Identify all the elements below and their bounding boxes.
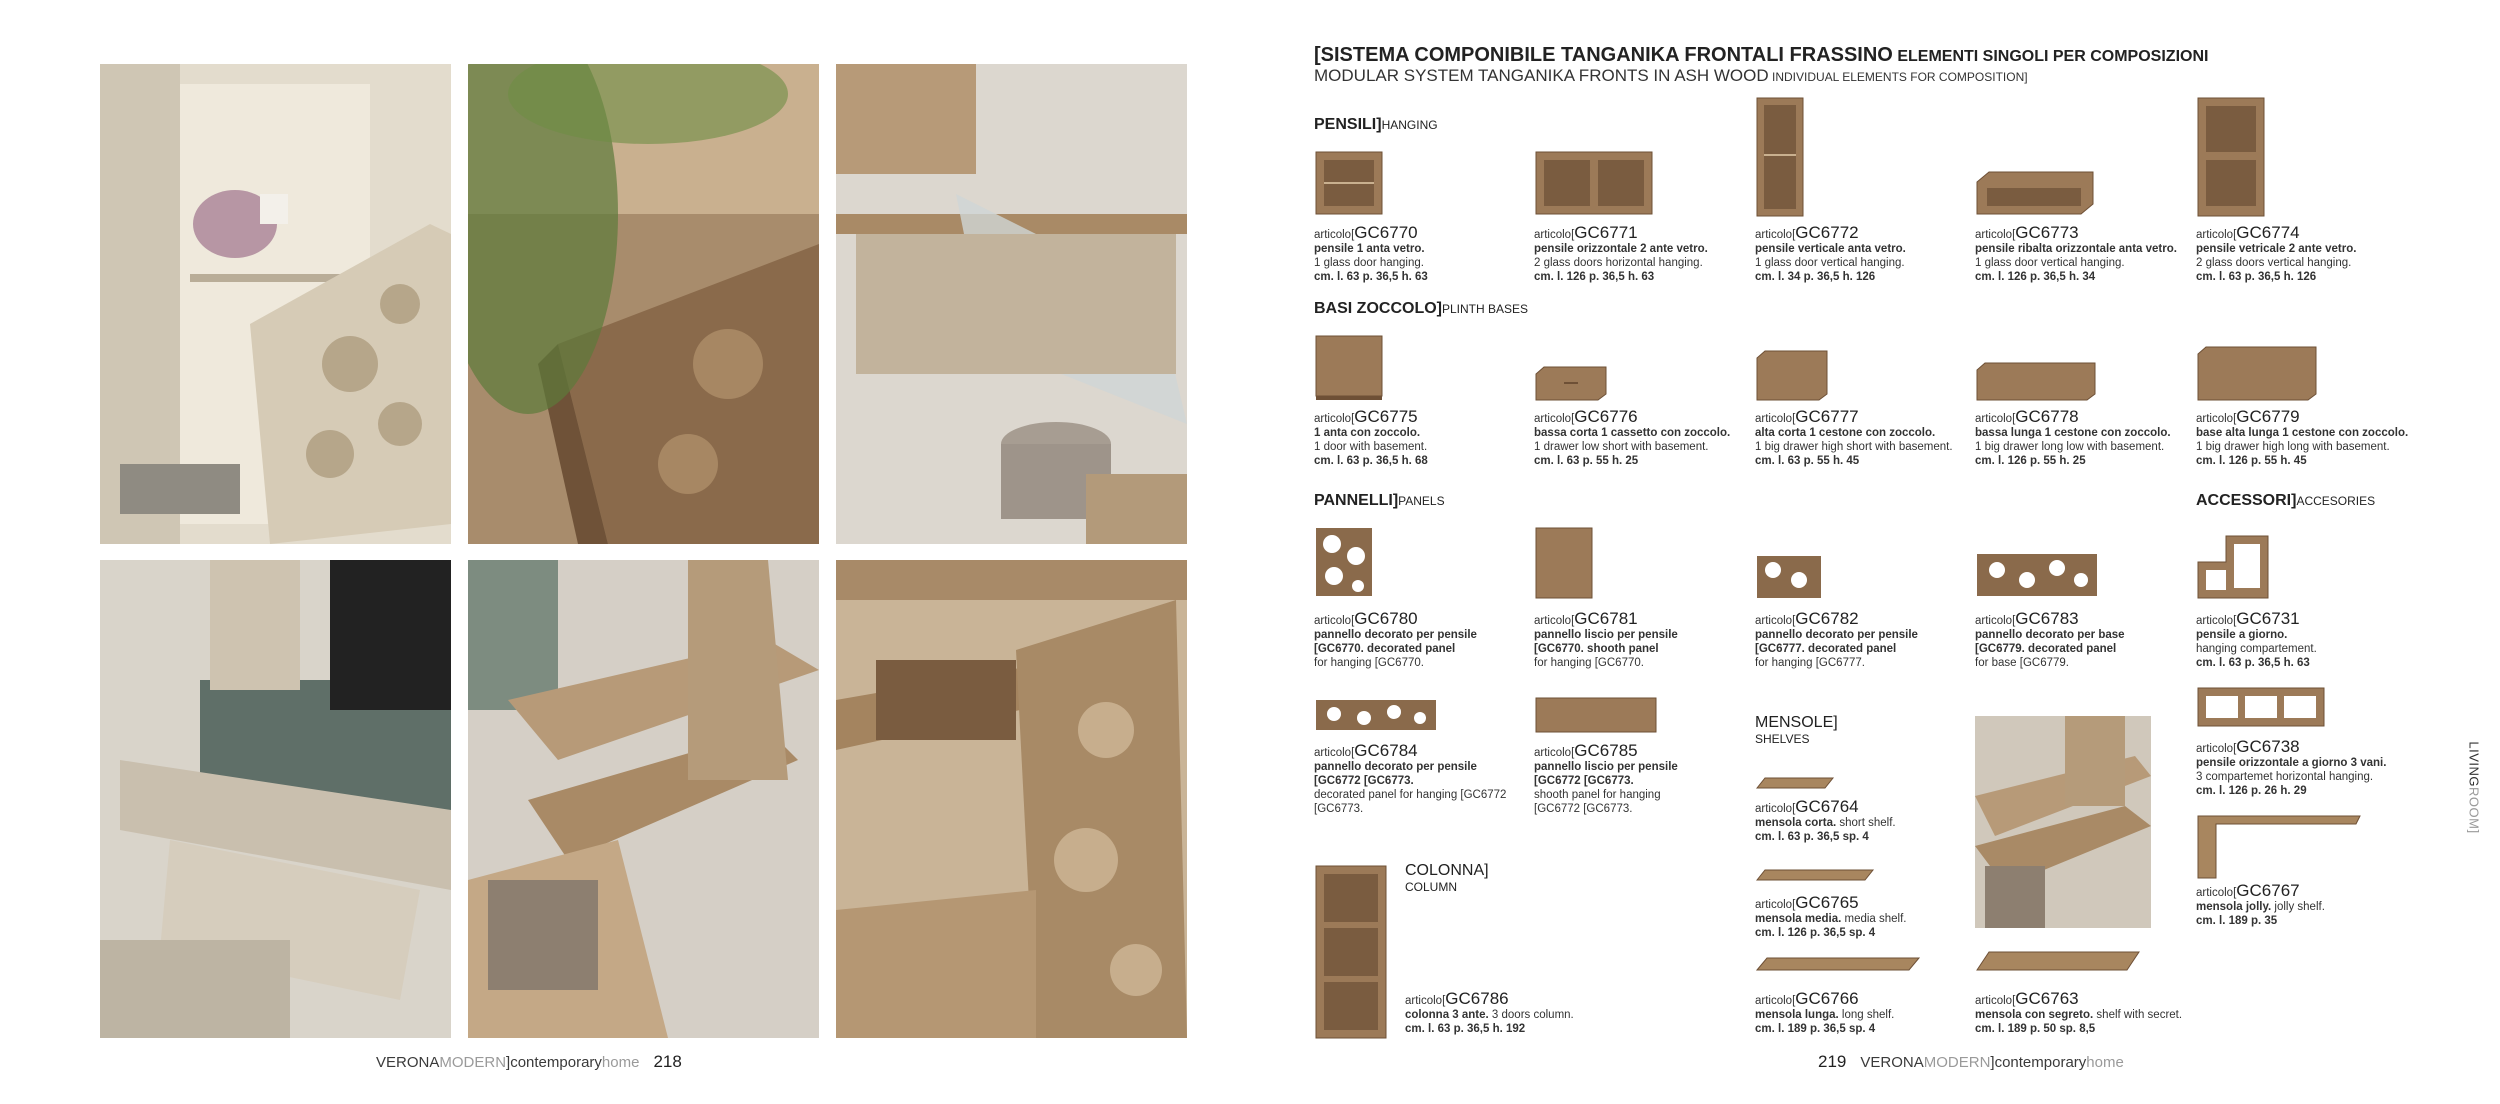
product-gc6779-image [2196,344,2318,402]
item-gc6772: articolo[GC6772 pensile verticale anta vetro. 1 glass door vertical hanging. cm. l. 34 p. 36,5 h. 126 [1755,223,1906,283]
section-basi: BASI ZOCCOLO]PLINTH BASES [1314,300,1529,317]
item-gc6764: articolo[GC6764 mensola corta. short shelf. cm. l. 63 p. 36,5 sp. 4 [1755,797,1896,843]
section-colonna: COLONNA] COLUMN [1405,862,1489,894]
product-gc6786-image [1314,864,1390,1040]
item-gc6776: articolo[GC6776 bassa corta 1 cassetto con zoccolo. 1 drawer low short with basement. cm. l. 63 p. 55 h. 25 [1534,407,1731,467]
item-gc6780: articolo[GC6780 pannello decorato per pensile [GC6770. decorated panel for hanging [GC6770. [1314,609,1477,669]
item-gc6777: articolo[GC6777 alta corta 1 cestone con zoccolo. 1 big drawer high short with basement. cm. l. 63 p. 55 h. 45 [1755,407,1953,467]
item-gc6779: articolo[GC6779 base alta lunga 1 cestone con zoccolo. 1 big drawer high long with basement. cm. l. 126 p. 55 h. 45 [2196,407,2409,467]
item-gc6738: articolo[GC6738 pensile orizzontale a giorno 3 vani. 3 compartemet horizontal hanging. cm. l. 126 p. 26 h. 29 [2196,737,2387,797]
product-gc6731-image [2196,532,2270,600]
item-gc6778: articolo[GC6778 bassa lunga 1 cestone con zoccolo. 1 big drawer long low with basement. cm. l. 126 p. 55 h. 25 [1975,407,2171,467]
section-pannelli: PANNELLI]PANELS [1314,492,1445,509]
product-gc6764-image [1755,774,1835,792]
product-gc6766-image [1755,954,1921,974]
item-gc6763: articolo[GC6763 mensola con segreto. shelf with secret. cm. l. 189 p. 50 sp. 8,5 [1975,989,2183,1035]
item-gc6784: articolo[GC6784 pannello decorato per pensile [GC6772 [GC6773. decorated panel for hanging [GC6772 [GC6773. [1314,741,1507,815]
product-gc6763-image [1975,948,2141,974]
product-gc6784-image [1314,694,1438,734]
section-mensole: MENSOLE] SHELVES [1755,714,1838,746]
product-gc6780-image [1314,526,1374,598]
item-gc6781: articolo[GC6781 pannello liscio per pensile [GC6770. shooth panel for hanging [GC6770. [1534,609,1678,669]
product-gc6738-image [2196,684,2326,730]
photo-glass-flap-cabinet [836,64,1187,544]
item-gc6731: articolo[GC6731 pensile a giorno. hanging compartement. cm. l. 63 p. 36,5 h. 63 [2196,609,2317,669]
item-gc6771: articolo[GC6771 pensile orizzontale 2 ante vetro. 2 glass doors horizontal hanging. cm. l. 126 p. 36,5 h. 63 [1534,223,1708,283]
item-gc6783: articolo[GC6783 pannello decorato per base [GC6779. decorated panel for base [GC6779. [1975,609,2125,669]
item-gc6786: articolo[GC6786 colonna 3 ante. 3 doors column. cm. l. 63 p. 36,5 h. 192 [1405,989,1574,1035]
photo-open-drawers [468,560,819,1038]
item-gc6775: articolo[GC6775 1 anta con zoccolo. 1 door with basement. cm. l. 63 p. 36,5 h. 68 [1314,407,1428,467]
page-number: 219 [1818,1052,1847,1071]
section-pensili: PENSILI]HANGING [1314,116,1438,133]
product-gc6783-image [1975,548,2099,600]
product-gc6781-image [1534,526,1594,600]
item-gc6770: articolo[GC6770 pensile 1 anta vetro. 1 glass door hanging. cm. l. 63 p. 36,5 h. 63 [1314,223,1428,283]
catalog-title: [SISTEMA COMPONIBILE TANGANIKA FRONTALI FRASSINO ELEMENTI SINGOLI PER COMPOSIZIONI [1314,44,2209,66]
item-gc6774: articolo[GC6774 pensile vetricale 2 ante vetro. 2 glass doors vertical hanging. cm. l. 63 p. 36,5 h. 126 [2196,223,2357,283]
product-gc6775-image [1314,334,1386,402]
item-gc6765: articolo[GC6765 mensola media. media shelf. cm. l. 126 p. 36,5 sp. 4 [1755,893,1907,939]
right-footer: 219 VERONAMODERN]contemporaryhome [1818,1052,2124,1071]
item-gc6785: articolo[GC6785 pannello liscio per pensile [GC6772 [GC6773. shooth panel for hanging [GC6772 [GC6773. [1534,741,1678,815]
product-gc6782-image [1755,554,1823,600]
photo-drawer-inset [1975,716,2151,928]
side-section-label: LIVINGROOM] [2466,741,2482,834]
product-gc6778-image [1975,360,2097,402]
photo-cabinet-teapot [100,64,451,544]
product-gc6772-image [1755,96,1807,218]
item-gc6782: articolo[GC6782 pannello decorato per pensile [GC6777. decorated panel for hanging [GC6777. [1755,609,1918,669]
product-gc6767-image [2196,808,2364,880]
item-gc6767: articolo[GC6767 mensola jolly. jolly shelf. cm. l. 189 p. 35 [2196,881,2325,927]
product-gc6771-image [1534,150,1654,218]
section-accessori: ACCESSORI]ACCESORIES [2196,492,2376,509]
photo-decorated-open-door [836,560,1187,1038]
product-gc6777-image [1755,348,1829,402]
item-gc6773: articolo[GC6773 pensile ribalta orizzontale anta vetro. 1 glass door vertical hanging. cm. l. 126 p. 36,5 h. 34 [1975,223,2177,283]
photo-decorated-door-closeup [468,64,819,544]
product-gc6770-image [1314,150,1386,218]
product-gc6765-image [1755,866,1875,884]
product-gc6773-image [1975,168,2095,218]
page-number: 218 [653,1052,682,1071]
product-gc6785-image [1534,692,1658,736]
product-gc6774-image [2196,96,2268,218]
left-footer: VERONAMODERN]contemporaryhome 218 [376,1052,682,1071]
catalog-subtitle: MODULAR SYSTEM TANGANIKA FRONTS IN ASH WOOD INDIVIDUAL ELEMENTS FOR COMPOSITION] [1314,66,2028,85]
item-gc6766: articolo[GC6766 mensola lunga. long shelf. cm. l. 189 p. 36,5 sp. 4 [1755,989,1895,1035]
photo-tv-unit-drawer [100,560,451,1038]
product-gc6776-image [1534,364,1608,402]
